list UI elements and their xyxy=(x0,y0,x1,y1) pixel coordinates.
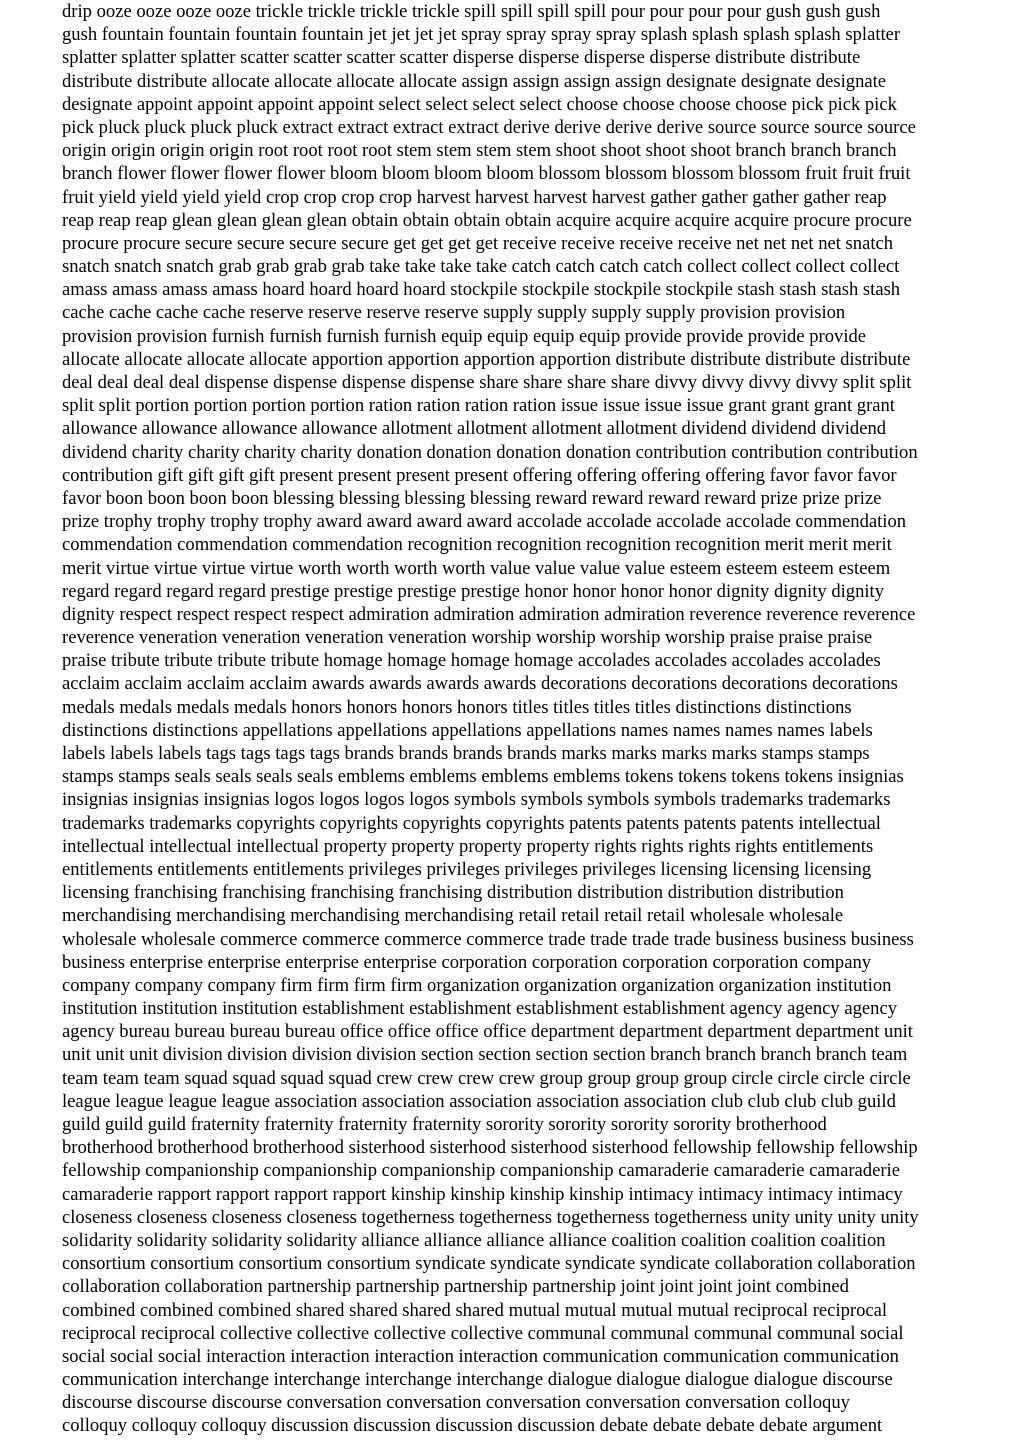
text-line: deal deal deal deal dispense dispense dispense dispense share share share share divvy divvy divvy divvy split split xyxy=(62,372,912,393)
text-line: wholesale wholesale commerce commerce commerce commerce trade trade trade trade business business business xyxy=(62,928,914,950)
text-line: agency bureau bureau bureau bureau office office office office department department department department unit xyxy=(62,1021,913,1043)
text-line: praise tribute tribute tribute tribute homage homage homage homage accolades accolades accolades accolades xyxy=(62,650,881,672)
text-line: merit virtue virtue virtue virtue worth worth worth worth value value value value esteem esteem esteem esteem xyxy=(62,557,891,579)
text-line: business enterprise enterprise enterprise enterprise corporation corporation corporation corporation company xyxy=(62,951,872,973)
text-line: reciprocal reciprocal collective collective collective collective communal communal communal communal social xyxy=(62,1322,904,1344)
text-line: fruit yield yield yield yield crop crop crop crop harvest harvest harvest harvest gather gather gather gather reap xyxy=(62,186,887,208)
text-line: reap reap reap glean glean glean glean obtain obtain obtain obtain acquire acquire acquire acquire procure procure xyxy=(62,209,912,231)
text-line: distribute distribute allocate allocate allocate allocate assign assign assign assign designate designate designate xyxy=(62,70,887,92)
text-line: guild guild guild fraternity fraternity fraternity fraternity sorority sorority sorority sorority brotherhood xyxy=(62,1114,827,1135)
text-line: solidarity solidarity solidarity solidarity alliance alliance alliance alliance coalition coalition coalition coalition xyxy=(62,1229,886,1251)
text-line: institution institution institution establishment establishment establishment establishment agency agency agency xyxy=(62,998,898,1020)
text-line: discourse discourse discourse conversation conversation conversation conversation conversation colloquy xyxy=(62,1392,850,1414)
text-line: contribution gift gift gift gift present present present present offering offering offering offering favor favor favor xyxy=(62,464,897,486)
text-line: intellectual intellectual intellectual property property property property rights rights rights rights entitlements xyxy=(62,835,874,857)
text-line: communication interchange interchange interchange interchange dialogue dialogue dialogue dialogue discourse xyxy=(62,1369,893,1391)
text-line: team team team squad squad squad squad crew crew crew crew group group group group circle circle circle circle xyxy=(62,1067,911,1089)
text-line: fellowship companionship companionship companionship companionship camaraderie camaraderie camaraderie xyxy=(62,1160,900,1182)
text-line: collaboration collaboration partnership partnership partnership partnership joint joint joint joint combined xyxy=(62,1276,849,1298)
text-line: pick pluck pluck pluck pluck extract extract extract extract derive derive derive derive source source source source xyxy=(62,116,916,138)
text-line: allocate allocate allocate allocate apportion apportion apportion apportion distribute distribute distribute distribute xyxy=(62,348,911,370)
text-line: colloquy colloquy colloquy discussion discussion discussion discussion debate debate debate debate argument xyxy=(62,1415,883,1437)
text-line: trademarks trademarks copyrights copyrights copyrights copyrights patents patents patents patents intellectual xyxy=(62,812,881,834)
text-line: camaraderie rapport rapport rapport rapport kinship kinship kinship kinship intimacy intimacy intimacy intimacy xyxy=(62,1183,903,1205)
text-line: labels labels labels tags tags tags tags brands brands brands brands marks marks marks marks stamps stamps xyxy=(62,743,870,764)
text-line: amass amass amass amass hoard hoard hoard hoard stockpile stockpile stockpile stockpile stash stash stash stash xyxy=(62,279,901,301)
text-line: gush fountain fountain fountain fountain jet jet jet jet spray spray spray spray splash splash splash splash splatter xyxy=(62,24,901,46)
text-line: social social social interaction interaction interaction interaction communication communication communication xyxy=(62,1345,899,1367)
text-line: company company company firm firm firm firm organization organization organization organization institution xyxy=(62,974,892,996)
text-line: branch flower flower flower flower bloom bloom bloom bloom blossom blossom blossom blossom fruit fruit fruit xyxy=(62,163,911,185)
text-line: origin origin origin origin root root root root stem stem stem stem shoot shoot shoot shoot branch branch branch xyxy=(62,140,897,162)
text-line: favor boon boon boon boon blessing blessing blessing blessing reward reward reward reward prize prize prize xyxy=(62,487,882,509)
text-line: designate appoint appoint appoint appoint select select select select choose choose choose choose pick pick pick xyxy=(62,93,897,115)
text-line: closeness closeness closeness closeness togetherness togetherness togetherness togetherness unity unity unity unity xyxy=(62,1206,919,1228)
text-line: cache cache cache cache reserve reserve reserve reserve supply supply supply supply provision provision xyxy=(62,302,846,324)
text-line: reverence veneration veneration veneration veneration worship worship worship worship praise praise praise xyxy=(62,627,873,649)
text-line: stamps stamps seals seals seals seals emblems emblems emblems emblems tokens tokens tokens tokens insignias xyxy=(62,766,904,788)
text-line: merchandising merchandising merchandising merchandising retail retail retail retail wholesale wholesale xyxy=(62,905,844,927)
text-line: combined combined combined shared shared shared shared mutual mutual mutual mutual reciprocal reciprocal xyxy=(62,1299,888,1321)
text-line: procure procure secure secure secure secure get get get get receive receive receive receive net net net net snatch xyxy=(62,232,894,254)
text-line: splatter splatter splatter scatter scatter scatter scatter disperse disperse disperse disperse distribute distribute xyxy=(62,47,861,69)
text-line: entitlements entitlements entitlements privileges privileges privileges privileges licensing licensing licensing xyxy=(62,858,872,880)
text-line: unit unit unit division division division division section section section section branch branch branch branch team xyxy=(62,1044,908,1066)
text-line: allowance allowance allowance allowance allotment allotment allotment allotment dividend dividend dividend xyxy=(62,418,887,440)
text-line: acclaim acclaim acclaim acclaim awards awards awards awards decorations decorations decorations decorations xyxy=(62,673,898,695)
text-line: provision provision furnish furnish furnish furnish equip equip equip equip provide provide provide provide xyxy=(62,325,867,347)
text-line: dignity respect respect respect respect admiration admiration admiration admiration reverence reverence reverence xyxy=(62,603,916,625)
text-line: brotherhood brotherhood brotherhood sisterhood sisterhood sisterhood sisterhood fellowship fellowship fellowship xyxy=(62,1137,918,1159)
text-line: drip ooze ooze ooze ooze trickle trickle trickle trickle spill spill spill spill pour pour pour pour gush gush gush xyxy=(62,1,881,22)
text-line: licensing franchising franchising franchising franchising distribution distribution distribution distribution xyxy=(62,882,844,904)
text-line: dividend charity charity charity charity donation donation donation donation contribution contribution contribution xyxy=(62,441,918,463)
text-line: commendation commendation commendation recognition recognition recognition recognition merit merit merit xyxy=(62,534,892,556)
text-line: consortium consortium consortium consortium syndicate syndicate syndicate syndicate collaboration collaboration xyxy=(62,1253,916,1275)
text-line: split split portion portion portion portion ration ration ration ration issue issue issue issue grant grant grant grant xyxy=(62,395,895,417)
text-line: league league league league association association association association association club club club club guild xyxy=(62,1090,896,1112)
text-line: regard regard regard regard prestige prestige prestige prestige honor honor honor honor dignity dignity dignity xyxy=(62,580,885,602)
text-line: insignias insignias insignias logos logos logos logos symbols symbols symbols symbols trademarks trademarks xyxy=(62,789,891,811)
document-page xyxy=(62,0,1022,1446)
text-line: snatch snatch snatch grab grab grab grab take take take take catch catch catch catch collect collect collect collect xyxy=(62,256,900,278)
text-line: medals medals medals medals honors honors honors honors titles titles titles titles distinctions distinctions xyxy=(62,696,852,718)
text-line: distinctions distinctions appellations appellations appellations appellations names names names names labels xyxy=(62,719,873,741)
text-line: prize trophy trophy trophy trophy award award award award accolade accolade accolade accolade commendation xyxy=(62,511,907,533)
